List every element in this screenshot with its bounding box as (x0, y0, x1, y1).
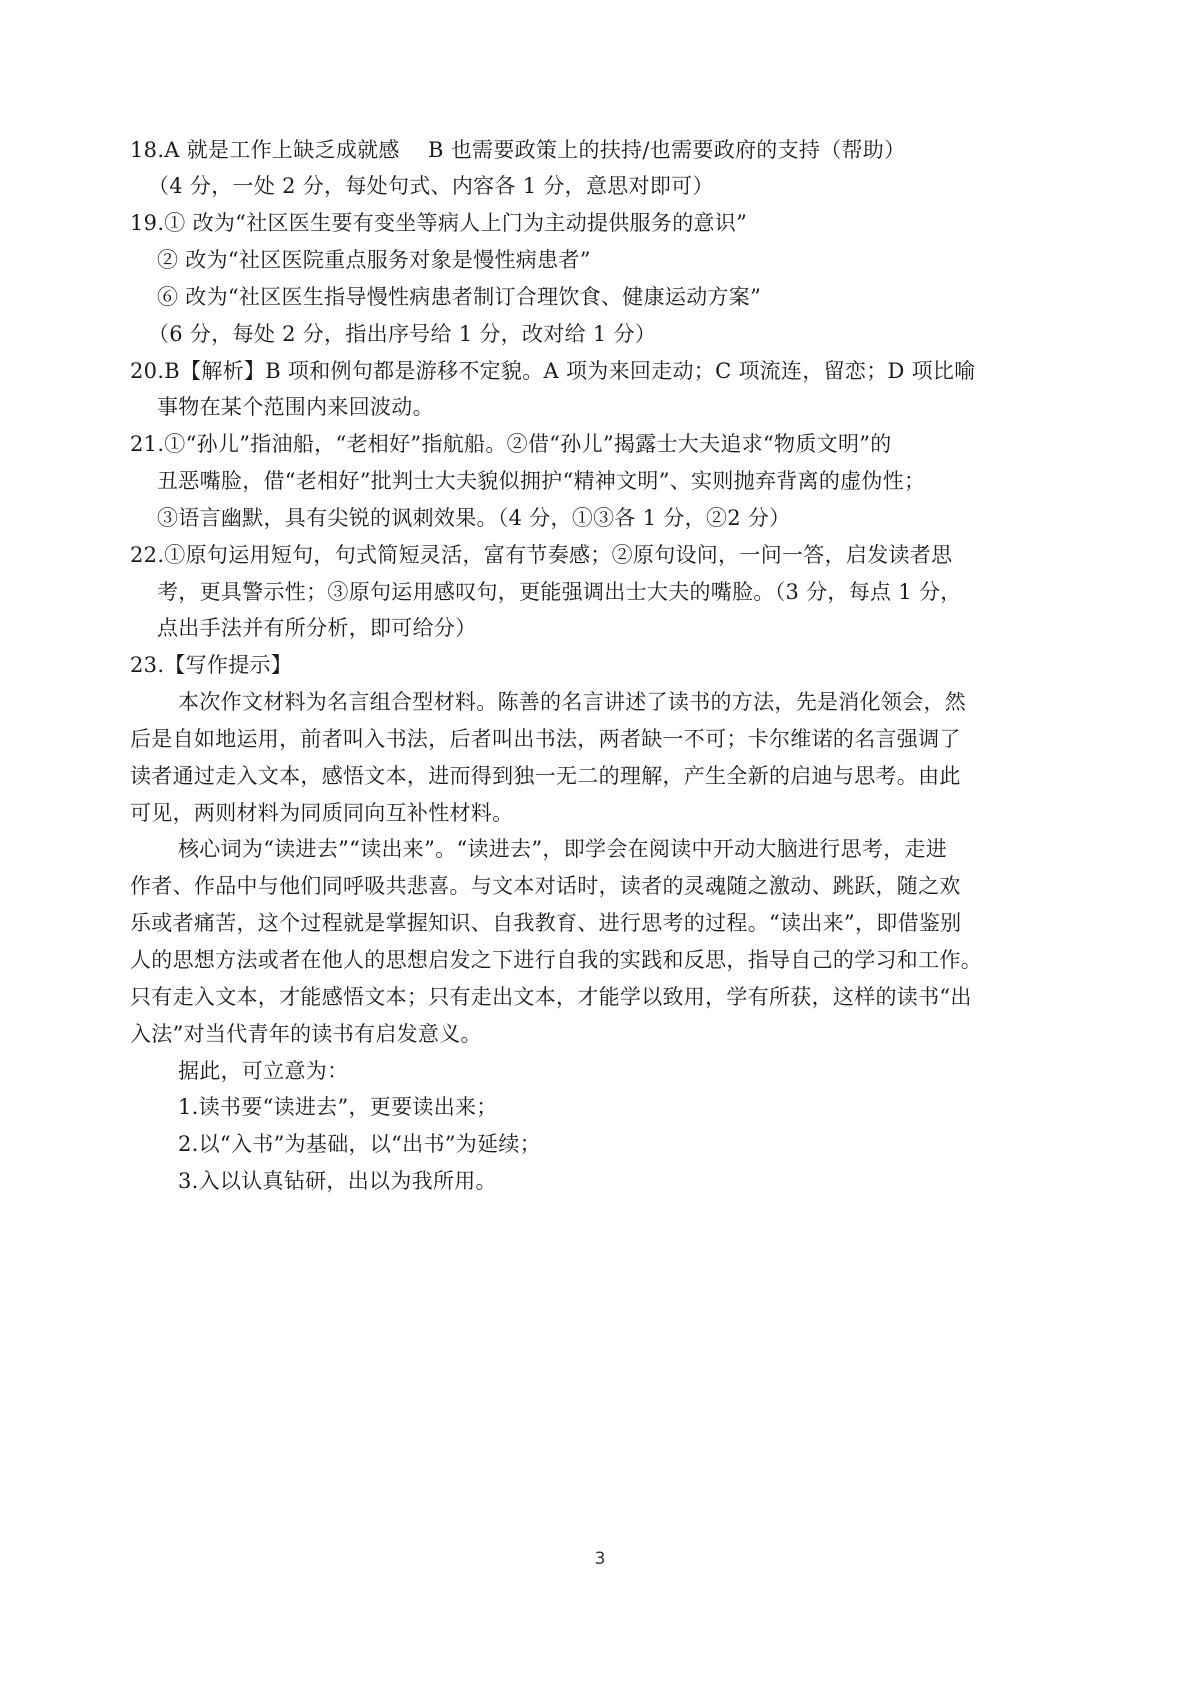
q23-paragraph-2-line-1: 核心词为“读进去”“读出来”。“读进去”，即学会在阅读中开动大脑进行思考，走进 (178, 837, 948, 861)
q22-line-3: 点出手法并有所分析，即可给分） (157, 616, 477, 640)
q20-line-1: 20.B【解析】B 项和例句都是游移不定貌。A 项为来回走动；C 项流连，留恋；D 项比喻 (130, 359, 976, 383)
q23-paragraph-2-line-2: 作者、作品中与他们同呼吸共悲喜。与文本对话时，读者的灵魂随之激动、跳跃，随之欢 (130, 874, 961, 898)
page-number: 3 (594, 1549, 606, 1569)
q19-item-2: ② 改为“社区医院重点服务对象是慢性病患者” (157, 248, 591, 272)
q18-scoring: （4 分，一处 2 分，每处句式、内容各 1 分，意思对即可） (148, 174, 714, 198)
q23-paragraph-2-line-5: 只有走入文本，才能感悟文本；只有走出文本，才能学以致用，学有所获，这样的读书“出 (130, 985, 972, 1009)
q20-line-2: 事物在某个范围内来回波动。 (157, 395, 434, 419)
q23-point-1: 1.读书要“读进去”，更要读出来； (178, 1095, 498, 1119)
q23-paragraph-2-line-6: 入法”对当代青年的读书有启发意义。 (130, 1022, 482, 1046)
q23-paragraph-1-line-4: 可见，两则材料为同质同向互补性材料。 (130, 801, 514, 825)
q21-line-1: 21.①“孙儿”指油船，“老相好”指航船。②借“孙儿”揭露士大夫追求“物质文明”的 (130, 432, 892, 456)
q23-paragraph-3: 据此，可立意为： (178, 1059, 349, 1083)
q19-item-1: 19.① 改为“社区医生要有变坐等病人上门为主动提供服务的意识” (130, 211, 748, 235)
q21-line-3: ③语言幽默，具有尖锐的讽刺效果。（4 分，①③各 1 分，②2 分） (157, 506, 791, 530)
q19-scoring: （6 分，每处 2 分，指出序号给 1 分，改对给 1 分） (148, 322, 657, 346)
q21-line-2: 丑恶嘴脸，借“老相好”批判士大夫貌似拥护“精神文明”、实则抛弃背离的虚伪性； (157, 469, 926, 493)
q23-paragraph-2-line-3: 乐或者痛苦，这个过程就是掌握知识、自我教育、进行思考的过程。“读出来”，即借鉴别 (130, 911, 962, 935)
q23-paragraph-1-line-3: 读者通过走入文本，感悟文本，进而得到独一无二的理解，产生全新的启迪与思考。由此 (130, 764, 961, 788)
q19-item-3: ⑥ 改为“社区医生指导慢性病患者制订合理饮食、健康运动方案” (157, 285, 762, 309)
q23-paragraph-2-line-4: 人的思想方法或者在他人的思想启发之下进行自我的实践和反思，指导自己的学习和工作。 (130, 948, 982, 972)
q23-point-2: 2.以“入书”为基础，以“出书”为延续； (178, 1132, 541, 1156)
q22-line-2: 考，更具警示性；③原句运用感叹句，更能强调出士大夫的嘴脸。（3 分，每点 1 分， (157, 580, 962, 604)
q23-heading: 23.【写作提示】 (130, 653, 293, 677)
q23-paragraph-1-line-1: 本次作文材料为名言组合型材料。陈善的名言讲述了读书的方法，先是消化领会，然 (178, 690, 967, 714)
q18-answer: 18.A 就是工作上缺乏成就感 B 也需要政策上的扶持/也需要政府的支持（帮助） (130, 138, 906, 162)
q23-point-3: 3.入以认真钻研，出以为我所用。 (178, 1169, 497, 1193)
q22-line-1: 22.①原句运用短句，句式简短灵活，富有节奏感；②原句设问，一问一答，启发读者思 (130, 543, 953, 567)
q23-paragraph-1-line-2: 后是自如地运用，前者叫入书法，后者叫出书法，两者缺一不可；卡尔维诺的名言强调了 (130, 727, 961, 751)
